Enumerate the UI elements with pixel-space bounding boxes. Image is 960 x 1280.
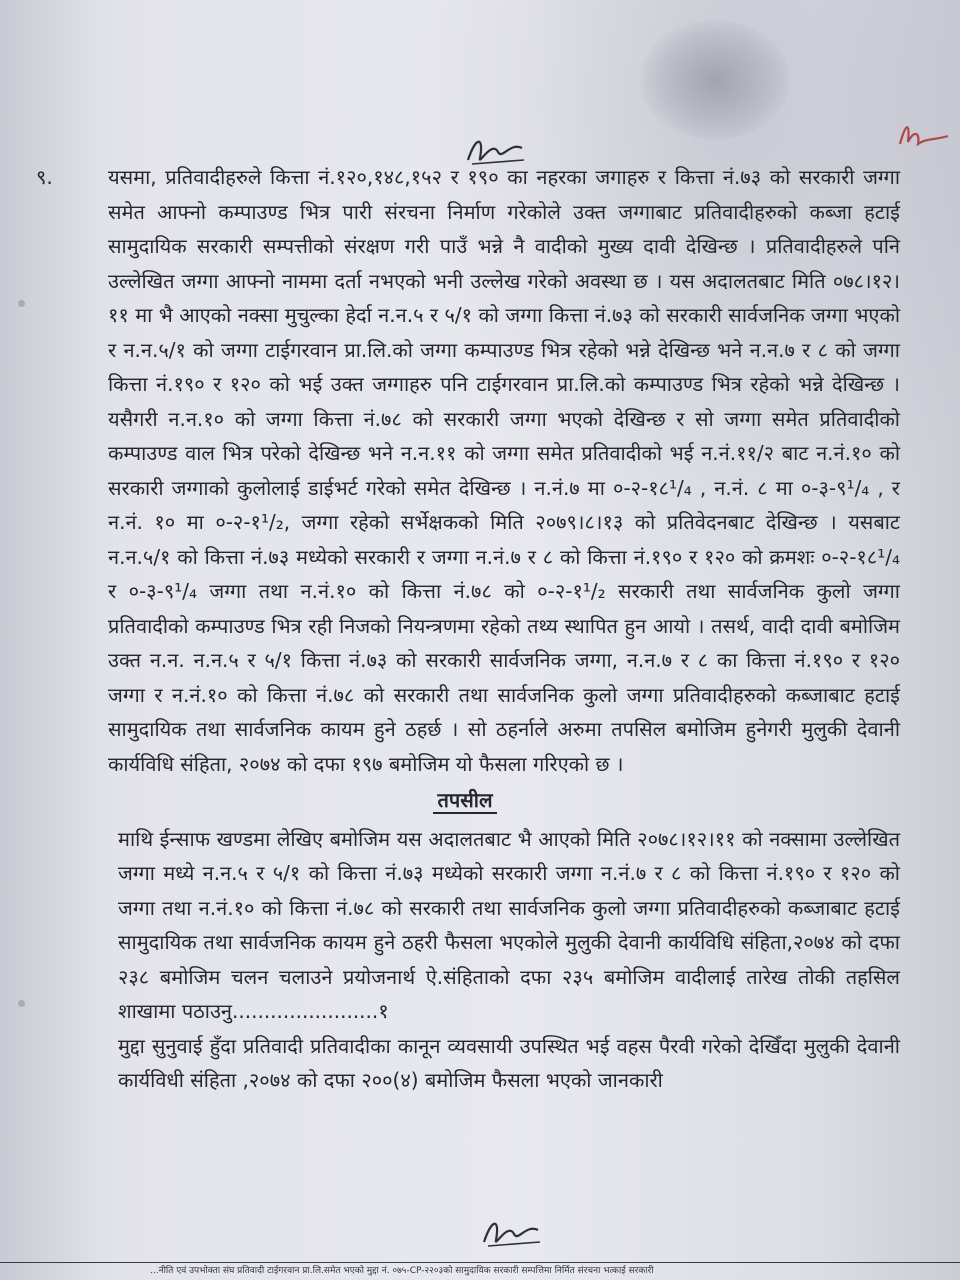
document-body bbox=[30, 160, 900, 1098]
tapsil-heading-text: तपसील bbox=[433, 788, 496, 814]
punch-hole bbox=[18, 300, 25, 307]
court-stamp bbox=[640, 20, 790, 140]
tapsil-item-1: माथि ईन्साफ खण्डमा लेखिए बमोजिम यस अदालतबाट भै आएको मिति २०७८।१२।११ को नक्सामा उल्लेखित जग्गा मध्ये न.न.५ र ५/१ को कित्ता नं.७३ मध्येको सरकारी जग्गा न.नं.७ र ८ को कित्ता नं.१९० र १२० को जग्गा तथा न.नं.१० को कित्ता नं.७८ को सरकारी तथा सार्वजनिक कुलो जग्गा प्रतिवादीहरुको कब्जाबाट हटाई सामुदायिक तथा सार्वजनिक कायम हुने ठहरी फैसला भएकोले मुलुकी देवानी कार्यविधि संहिता,२०७४ को दफा २३८ बमोजिम चलन चलाउने प्रयोजनार्थ ऐ.संहिताको दफा २३५ बमोजिम वादीलाई तारेख तोकी तहसिल शाखामा पठाउनु.......................१ bbox=[118, 826, 900, 1023]
punch-hole bbox=[18, 1000, 25, 1007]
paragraph-text: यसमा, प्रतिवादीहरुले कित्ता नं.१२०,१४८,१५२ र १९० का नहरका जगाहरु र कित्ता नं.७३ को सरकारी जग्गा समेत आफ्नो कम्पाउण्ड भित्र पारी संरचना निर्माण गरेकोले उक्त जग्गाबाट प्रतिवादीहरुको कब्जा हटाई सामुदायिक सरकारी सम्पत्तीको संरक्षण गरी पाउँ भन्ने नै वादीको मुख्य दावी देखिन्छ । प्रतिवादीहरुले पनि उल्लेखित जग्गा आफ्नो नाममा दर्ता नभएको भनी उल्लेख गरेको अवस्था छ । यस अदालतबाट मिति ०७८।१२।११ मा भै आएको नक्सा मुचुल्का हेर्दा न.न.५ र ५/१ को जग्गा कित्ता नं.७३ को सरकारी सार्वजनिक जग्गा भएको र न.न.५/१ को जग्गा टाईगरवान प्रा.लि.को जग्गा कम्पाउण्ड भित्र रहेको भन्ने देखिन्छ भने न.न.७ र ८ को जग्गा कित्ता नं.१९० र १२० को भई उक्त जग्गाहरु पनि टाईगरवान प्रा.लि.को कम्पाउण्ड भित्र रहेको भन्ने देखिन्छ । यसैगरी न.न.१० को जग्गा कित्ता नं.७८ को सरकारी जग्गा भएको देखिन्छ र सो जग्गा समेत प्रतिवादीको कम्पाउण्ड वाल भित्र परेको देखिन्छ भने न.न.११ को जग्गा समेत प्रतिवादीको भई न.नं.११/२ बाट न.नं.१० को सरकारी जग्गाको कुलोलाई डाईभर्ट गरेको समेत देखिन्छ । न.नं.७ मा ०-२-१८¹/₄ , न.नं. ८ मा ०-३-९¹/₄ , र न.नं. १० मा ०-२-१¹/₂, जग्गा रहेको सर्भेक्षकको मिति २०७९।८।१३ को प्रतिवेदनबाट देखिन्छ । यसबाट न.न.५/१ को कित्ता नं.७३ मध्येको सरकारी र जग्गा न.नं.७ र ८ को कित्ता नं.१९० र १२० को क्रमशः ०-२-१८¹/₄ र ०-३-९¹/₄ जग्गा तथा न.नं.१० को कित्ता नं.७८ को ०-२-१¹/₂ सरकारी तथा सार्वजनिक कुलो जग्गा प्रतिवादीको कम्पाउण्ड भित्र रही निजको नियन्त्रणमा रहेको तथ्य स्थापित हुन आयो । तसर्थ, वादी दावी बमोजिम उक्त न.न. न.न.५ र ५/१ कित्ता नं.७३ को सरकारी सार्वजनिक जग्गा, न.न.७ र ८ का कित्ता नं.१९० र १२० जग्गा र न.नं.१० को कित्ता नं.७८ को सरकारी तथा सार्वजनिक कुलो जग्गा प्रतिवादीहरुको कब्जाबाट हटाई सामुदायिक तथा सार्वजनिक कायम हुने ठहर्छ । सो ठहर्नाले अरुमा तपसिल बमोजिम हुनेगरी मुलुकी देवानी कार्यविधि संहिता, २०७४ को दफा १९७ बमोजिम यो फैसला गरिएको छ । bbox=[108, 165, 900, 776]
paragraph-9 bbox=[30, 160, 900, 781]
page-footer: ...नीति एवं उपभोक्ता संघ प्रतिवादी टाईगरवान प्रा.लि.समेत भएको मुद्दा नं. ०७५-CP-२२०३को सामुदायिक सरकारी सम्पत्तिमा निर्मित संरचना भत्काई सरकारी bbox=[0, 1262, 960, 1280]
initial-mark-top-right bbox=[896, 116, 952, 152]
tapsil-section bbox=[30, 822, 900, 1098]
paragraph-number: ९. bbox=[36, 165, 53, 189]
signature-bottom bbox=[478, 1212, 548, 1252]
tapsil-heading bbox=[30, 783, 900, 818]
tapsil-item-2: मुद्दा सुनुवाई हुँदा प्रतिवादी प्रतिवादीका कानून व्यवसायी उपस्थित भई वहस पैरवी गरेको देखिँदा मुलुकी देवानी कार्यविधी संहिता ,२०७४ को दफा २००(४) बमोजिम फैसला भएको जानकारी bbox=[118, 1033, 900, 1092]
